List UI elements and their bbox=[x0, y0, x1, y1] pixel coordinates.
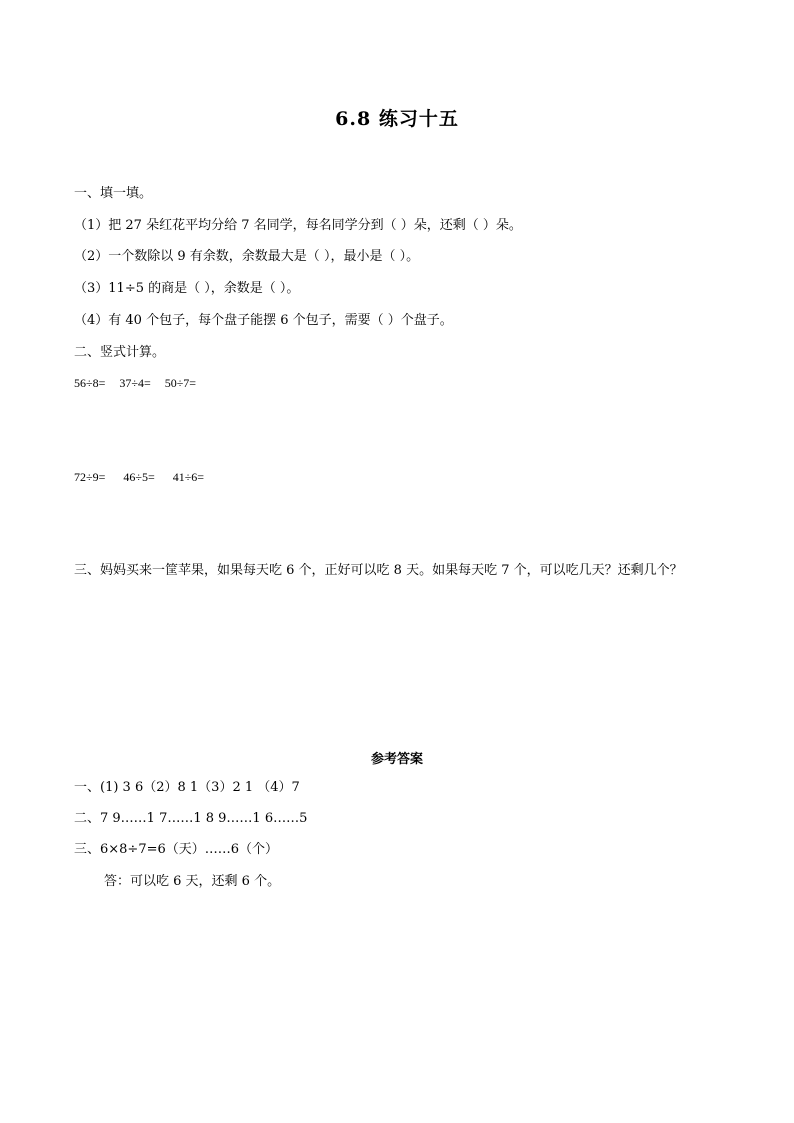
page-title: 6.8 练习十五 bbox=[335, 108, 459, 130]
section2-heading: 二、竖式计算。 bbox=[74, 345, 166, 360]
question-1-2: （2）一个数除以 9 有余数，余数最大是（ ），最小是（ ）。 bbox=[74, 249, 420, 264]
question-1-1: （1）把 27 朵红花平均分给 7 名同学，每名同学分到（ ）朵，还剩（ ）朵。 bbox=[74, 218, 522, 233]
section1-heading: 一、填一填。 bbox=[74, 186, 153, 201]
answer-line-1: 一、(1) 3 6（2）8 1（3）2 1 （4）7 bbox=[74, 780, 300, 795]
answer-key-heading: 参考答案 bbox=[370, 752, 423, 767]
calc-item: 72÷9= bbox=[74, 470, 106, 484]
calc-item: 50÷7= bbox=[164, 376, 197, 390]
calc-row-1 bbox=[74, 373, 196, 393]
section3-question: 三、妈妈买来一筐苹果，如果每天吃 6 个，正好可以吃 8 天。如果每天吃 7 个，可以吃几天？还剩几个？ bbox=[74, 563, 683, 578]
calc-row-2 bbox=[74, 467, 204, 487]
answer-line-2: 二、7 9……1 7……1 8 9……1 6……5 bbox=[74, 811, 308, 826]
calc-item: 56÷8= bbox=[74, 376, 106, 390]
calc-item: 46÷5= bbox=[123, 470, 155, 484]
question-1-3: （3）11÷5 的商是（ ），余数是（ ）。 bbox=[74, 281, 300, 296]
question-1-4: （4）有 40 个包子，每个盘子能摆 6 个包子，需要（ ）个盘子。 bbox=[74, 313, 453, 328]
calc-item: 37÷4= bbox=[119, 376, 151, 390]
answer-final: 答：可以吃 6 天，还剩 6 个。 bbox=[104, 874, 281, 889]
answer-line-3: 三、6×8÷7=6（天）……6（个） bbox=[74, 842, 279, 857]
calc-item: 41÷6= bbox=[172, 470, 205, 484]
